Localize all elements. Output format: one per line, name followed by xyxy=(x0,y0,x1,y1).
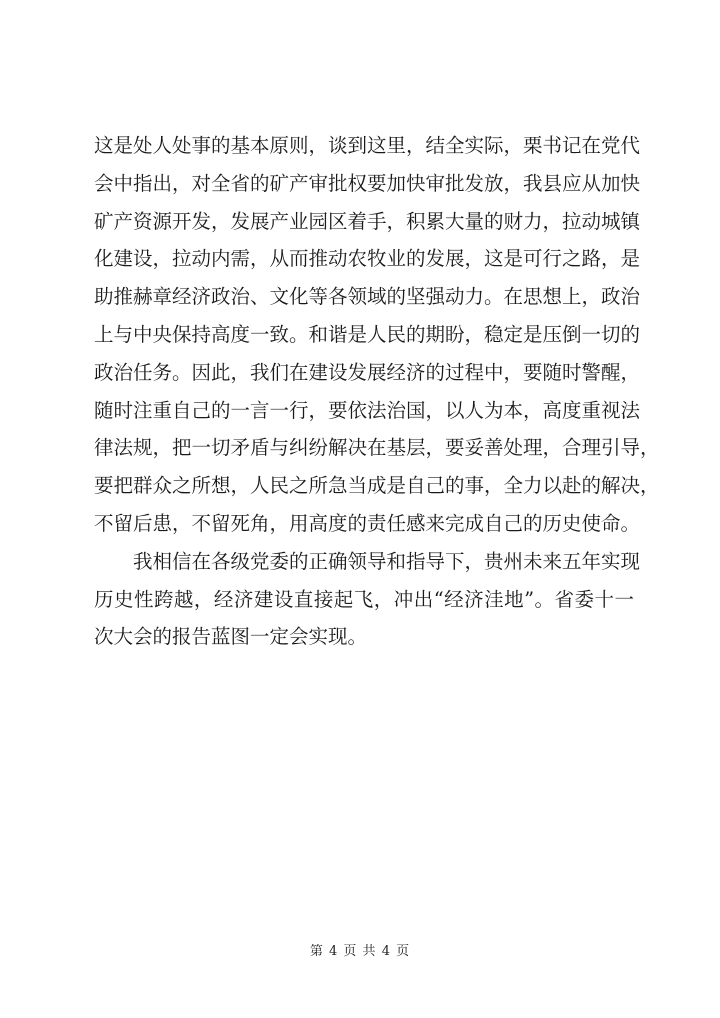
text-line: 政治任务。因此，我们在建设发展经济的过程中，要随时警醒， xyxy=(94,360,641,384)
text-line: 律法规，把一切矛盾与纠纷解决在基层，要妥善处理，合理引导， xyxy=(94,436,660,460)
text-line: 不留后患，不留死角，用高度的责任感来完成自己的历史使命。 xyxy=(94,511,641,535)
document-body xyxy=(94,127,660,656)
text-line: 助推赫章经济政治、文化等各领域的坚强动力。在思想上，政治 xyxy=(94,285,641,309)
text-line: 矿产资源开发，发展产业园区着手，积累大量的财力，拉动城镇 xyxy=(94,209,641,233)
paragraph-2 xyxy=(94,543,641,656)
text-line: 这是处人处事的基本原则，谈到这里，结全实际，栗书记在党代 xyxy=(94,134,641,157)
text-line: 随时注重自己的一言一行，要依法治国，以人为本，高度重视法 xyxy=(94,398,641,422)
text-line: 我相信在各级党委的正确领导和指导下，贵州未来五年实现 xyxy=(133,549,641,573)
text-line: 历史性跨越，经济建设直接起飞，冲出“经济洼地”。省委十一 xyxy=(94,587,634,611)
text-line: 会中指出，对全省的矿产审批权要加快审批发放，我县应从加快 xyxy=(94,171,641,195)
page-number-footer: 第 4 页 共 4 页 xyxy=(309,944,411,959)
paragraph-1 xyxy=(94,127,660,543)
text-line: 次大会的报告蓝图一定会实现。 xyxy=(94,625,368,649)
text-line: 要把群众之所想，人民之所急当成是自己的事，全力以赴的解决， xyxy=(94,474,660,498)
text-line: 上与中央保持高度一致。和谐是人民的期盼，稳定是压倒一切的 xyxy=(94,322,641,346)
text-line: 化建设，拉动内需，从而推动农牧业的发展，这是可行之路，是 xyxy=(94,247,641,271)
